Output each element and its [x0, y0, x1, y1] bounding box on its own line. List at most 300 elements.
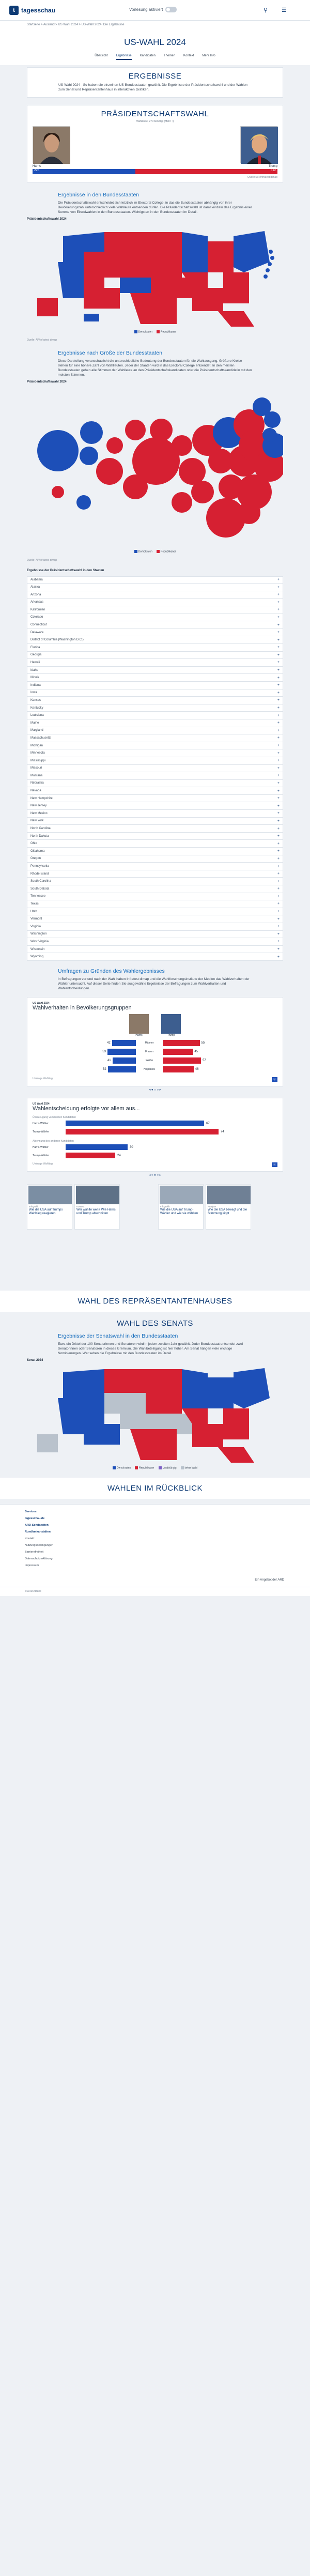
electoral-source: Quelle: AP/Infratest dimap — [27, 339, 57, 342]
expand-icon[interactable]: + — [277, 713, 280, 717]
bubble-section — [27, 342, 283, 561]
state-row[interactable] — [27, 787, 283, 795]
state-row[interactable] — [27, 855, 283, 863]
expand-icon[interactable]: + — [277, 751, 280, 755]
footer-brand — [0, 1575, 310, 1587]
tile-kicker: Infografik — [29, 1205, 39, 1208]
state-name: Kalifornien — [30, 608, 45, 611]
expand-icon[interactable]: + — [277, 902, 280, 906]
footer-link[interactable] — [0, 1542, 310, 1549]
legend-item: Republikaner — [135, 1466, 154, 1469]
related-tiles — [27, 1184, 283, 1287]
poll1-row-trump-value: 46 — [195, 1068, 199, 1071]
expand-icon[interactable]: + — [277, 766, 280, 770]
senate-section — [27, 1315, 283, 1469]
state-bubble[interactable] — [264, 411, 281, 428]
poll1-row-harris-value: 52 — [103, 1068, 106, 1071]
footer-link[interactable] — [0, 1549, 310, 1556]
state-row[interactable] — [27, 923, 283, 931]
expand-icon[interactable]: + — [277, 864, 280, 868]
state-bubble[interactable] — [76, 495, 91, 510]
legend-item: Demokraten — [134, 550, 152, 553]
senate-heading: Ergebnisse der Senatswahl in den Bundesstaaten — [58, 1332, 178, 1339]
state-row[interactable] — [27, 780, 283, 788]
tab-kontext[interactable]: Kontext — [183, 54, 194, 57]
state-row[interactable] — [27, 900, 283, 908]
state-name: North Dakota — [30, 834, 49, 838]
poll1-row-trump-value: 57 — [203, 1059, 206, 1063]
expand-icon[interactable]: + — [277, 683, 280, 687]
senate-legend — [27, 1466, 283, 1469]
state-row[interactable] — [27, 719, 283, 727]
footer-link[interactable] — [0, 1522, 310, 1529]
poll2-row-label: Trump-Wähler — [33, 1130, 49, 1133]
poll2-row-label: Harris-Wähler — [33, 1145, 49, 1149]
state-bubble[interactable] — [106, 437, 123, 454]
poll1-right — [163, 1049, 266, 1055]
state-bubble[interactable] — [37, 430, 79, 471]
state-name: Alaska — [30, 586, 40, 589]
state-name: Nebraska — [30, 781, 44, 785]
state-name: Iowa — [30, 691, 37, 695]
bubble-chart[interactable] — [27, 384, 283, 549]
state-row[interactable] — [27, 734, 283, 742]
harris-portrait — [33, 126, 70, 163]
state-name: New Mexico — [30, 811, 48, 815]
state-bubble[interactable] — [172, 435, 192, 456]
expand-icon[interactable]: + — [277, 615, 280, 619]
tab-mehr info[interactable]: Mehr Info — [202, 54, 215, 57]
expand-icon[interactable]: + — [277, 638, 280, 642]
state-row[interactable] — [27, 667, 283, 674]
poll2-value: 24 — [117, 1154, 121, 1157]
state-row[interactable] — [27, 818, 283, 825]
legend-item: Republikaner — [157, 550, 176, 553]
ts-logo-icon: t — [9, 6, 19, 15]
expand-icon[interactable]: + — [277, 841, 280, 846]
tile-image — [207, 1186, 251, 1204]
state-bubble[interactable] — [206, 498, 245, 538]
state-name: Wisconsin — [30, 947, 45, 951]
poll1-info-button[interactable]: ⓘ — [272, 1077, 277, 1082]
electoral-text: Die Präsidentschaftswahl entscheidet sich letztlich im Electoral College, in das die Bundesstaaten abhängig von ihrer Bevölkerungszahl unterschiedlich viele Wahlleute entsenden dürfen. Die Präsidentschaftswahl ist damit einzeln das Ergebnis einer Summe von Einzelwahlen in den Bundesstaaten. Wichtigsten in den Bundesstaaten im Detail. — [58, 201, 252, 214]
expand-icon[interactable]: + — [277, 819, 280, 823]
poll1-harris — [129, 1014, 149, 1037]
state-name: Louisiana — [30, 714, 44, 717]
expand-icon[interactable]: + — [277, 789, 280, 793]
state-row[interactable] — [27, 742, 283, 750]
expand-icon[interactable]: + — [277, 774, 280, 778]
legend-swatch — [157, 330, 160, 333]
state-row[interactable] — [27, 659, 283, 667]
state-name: Wyoming — [30, 955, 43, 959]
poll1-row — [33, 1048, 277, 1056]
poll2-bar — [66, 1153, 115, 1158]
state-bubble[interactable] — [262, 428, 277, 442]
state-row[interactable] — [27, 591, 283, 599]
related-tile[interactable] — [27, 1184, 72, 1230]
expand-icon[interactable]: + — [277, 872, 280, 876]
state-row[interactable] — [27, 885, 283, 893]
states-list — [27, 576, 283, 961]
poll1-row-trump-value: 55 — [201, 1041, 205, 1045]
state-row[interactable] — [27, 629, 283, 637]
tab-themen[interactable]: Themen — [164, 54, 176, 57]
poll2-bar — [66, 1121, 204, 1126]
expand-icon[interactable]: + — [277, 826, 280, 831]
expand-icon[interactable]: + — [277, 744, 280, 748]
poll1-right — [163, 1057, 266, 1064]
state-name: Virginia — [30, 925, 41, 928]
site-header — [0, 0, 310, 21]
legend-swatch — [134, 550, 137, 553]
expand-icon[interactable]: + — [277, 600, 280, 604]
poll1-right — [163, 1040, 266, 1046]
expand-icon[interactable]: + — [277, 887, 280, 891]
poll2-brand: US Wahl 2024 — [33, 1102, 50, 1106]
logo-text: tagesschau — [21, 7, 56, 14]
state-name: North Carolina — [30, 827, 51, 831]
expand-icon[interactable]: + — [277, 879, 280, 883]
senate-map[interactable] — [27, 1362, 283, 1465]
related-tile[interactable] — [206, 1184, 251, 1230]
state-name: New Jersey — [30, 804, 47, 808]
state-row[interactable] — [27, 757, 283, 765]
poll2-info-button[interactable]: ⓘ — [272, 1162, 277, 1167]
state-row[interactable] — [27, 833, 283, 840]
president-source: Quelle: AP/Infratest dimap — [247, 176, 277, 179]
read-aloud-toggle[interactable] — [129, 7, 177, 12]
state-row[interactable] — [27, 749, 283, 757]
expand-icon[interactable]: + — [277, 849, 280, 853]
toggle-label: Vorlesung aktiviert — [129, 7, 163, 12]
state-row[interactable] — [27, 946, 283, 954]
state-name: Illinois — [30, 676, 39, 680]
electoral-section — [27, 182, 283, 342]
state-name: Mississippi — [30, 759, 46, 762]
polls-heading: Umfragen zu Gründen des Wahlergebnisses — [58, 968, 165, 974]
poll2-row — [33, 1144, 277, 1151]
senate-text: Etwa ein Drittel der 100 Senatorinnen und Senatoren wird in jedem zweiten Jahr gewählt. Jeder Bundesstaat entsendet zwei Senatorinnen oder Senatoren in dieses Gremium. Die Wahlbeteiligung ist hier höher. Am Senat hängen viele wichtige Nominierungen. Wer sehen die Ergebnisse mit den Bundesstaaten im Detail. — [58, 1342, 243, 1355]
bubble-legend — [27, 550, 283, 553]
state-row[interactable] — [27, 636, 283, 644]
poll1-harris-bar — [113, 1057, 136, 1064]
poll2-bar — [66, 1129, 219, 1134]
senate-map-label: Senat 2024 — [27, 1358, 43, 1362]
poll1-trump-name: Trump — [167, 1033, 175, 1037]
state-name: Arizona — [30, 593, 41, 596]
expand-icon[interactable]: + — [277, 631, 280, 635]
state-row[interactable] — [27, 599, 283, 606]
poll1-row — [33, 1039, 277, 1048]
footer-link-text: Impressum — [25, 1564, 39, 1568]
expand-icon[interactable]: + — [277, 955, 280, 959]
tagesschau-logo[interactable] — [9, 6, 55, 15]
expand-icon[interactable]: + — [277, 721, 280, 725]
tile-image — [160, 1186, 203, 1204]
state-name: Georgia — [30, 653, 42, 657]
poll1-row-label: Männer — [145, 1041, 154, 1045]
bubble-map-label: Präsidentschaftswahl 2024 — [27, 380, 67, 384]
poll-card-motivation — [27, 1098, 283, 1172]
senate-title: WAHL DES SENATS — [117, 1318, 193, 1328]
state-name: South Carolina — [30, 880, 51, 883]
state-name: Missouri — [30, 766, 42, 770]
expand-icon[interactable]: + — [277, 947, 280, 952]
state-row[interactable] — [27, 712, 283, 719]
poll1-row-harris-value: 41 — [107, 1059, 111, 1063]
state-row[interactable] — [27, 697, 283, 704]
states-heading: Ergebnisse der Präsidentschaftswahl in den Staaten — [27, 569, 104, 572]
state-row[interactable] — [27, 584, 283, 591]
section-tabs — [0, 50, 310, 65]
bubble-heading: Ergebnisse nach Größe der Bundesstaaten — [58, 350, 162, 357]
poll1-source: Umfrage Wahltag — [33, 1077, 53, 1080]
state-row[interactable] — [27, 908, 283, 916]
state-row[interactable] — [27, 802, 283, 810]
state-row[interactable] — [27, 621, 283, 629]
expand-icon[interactable]: + — [277, 728, 280, 732]
tile-image — [28, 1186, 72, 1204]
state-name: Texas — [30, 902, 39, 906]
poll2-row — [33, 1152, 277, 1159]
map-label: Präsidentschaftswahl 2024 — [27, 218, 67, 221]
poll-carousel-dots[interactable]: ◂ ● ○ ○ ▸ — [149, 1088, 161, 1092]
president-subtitle: Wahlleute, 270 benötigt (Mehr ↑) — [136, 120, 174, 123]
site-footer — [0, 1504, 310, 1575]
poll2-bar — [66, 1144, 128, 1150]
electoral-bar — [33, 169, 277, 174]
review-section — [0, 1478, 310, 1499]
state-name: Hawaii — [30, 661, 40, 664]
expand-icon[interactable]: + — [277, 834, 280, 838]
tile-title: Wie die USA auf Trumps Wahlsieg reagieren — [29, 1208, 63, 1215]
state-bubble[interactable] — [172, 492, 192, 513]
state-name: Montana — [30, 774, 43, 777]
results-intro — [27, 67, 283, 98]
expand-icon[interactable]: + — [277, 910, 280, 914]
state-name: Colorado — [30, 616, 43, 619]
state-name: Nevada — [30, 789, 41, 793]
state-row[interactable] — [27, 772, 283, 780]
trump-bar: 312 — [135, 169, 277, 174]
state-bubble[interactable] — [96, 458, 123, 485]
poll1-row-trump-value: 45 — [194, 1050, 198, 1054]
state-name: Vermont — [30, 917, 42, 921]
state-bubble[interactable] — [52, 486, 64, 498]
poll2-carousel-dots[interactable]: ◂ ○ ● ○ ▸ — [149, 1173, 161, 1177]
legend-item: Unabhängig — [159, 1466, 177, 1469]
harris-name: Harris — [33, 165, 41, 168]
legend-item: Demokraten — [134, 330, 152, 333]
related-tile[interactable] — [74, 1184, 120, 1230]
expand-icon[interactable]: + — [277, 736, 280, 740]
state-name: Idaho — [30, 668, 39, 672]
expand-icon[interactable]: + — [277, 811, 280, 816]
expand-icon[interactable]: + — [277, 608, 280, 612]
state-row[interactable] — [27, 727, 283, 735]
breadcrumb[interactable]: Startseite > Ausland > US Wahl 2024 > US-Wahl 2024: Die Ergebnisse — [0, 21, 310, 30]
state-name: Maine — [30, 721, 39, 725]
footer-link-text: tagesschau.de — [25, 1517, 45, 1521]
legend-item: Demokraten — [113, 1466, 131, 1469]
state-row[interactable] — [27, 840, 283, 848]
expand-icon[interactable]: + — [277, 932, 280, 936]
state-row[interactable] — [27, 606, 283, 614]
expand-icon[interactable]: + — [277, 585, 280, 589]
tile-title: Wer wählte wen? Wie Harris und Trump abschnitten — [76, 1208, 116, 1215]
legend-swatch — [135, 1466, 138, 1469]
footer-link-text: Barrierefreiheit — [25, 1551, 44, 1554]
poll2-group1: Überzeugung vom besten Kandidaten — [33, 1115, 76, 1119]
expand-icon[interactable]: + — [277, 706, 280, 710]
expand-icon[interactable]: + — [277, 925, 280, 929]
poll1-left — [33, 1040, 136, 1046]
expand-icon[interactable]: + — [277, 623, 280, 627]
tile-kicker: Infografik — [160, 1205, 170, 1208]
state-row[interactable] — [27, 614, 283, 622]
president-title: PRÄSIDENTSCHAFTSWAHL — [101, 110, 209, 118]
state-row[interactable] — [27, 863, 283, 870]
state-name: Kentucky — [30, 706, 43, 710]
state-bubble[interactable] — [150, 419, 173, 441]
state-row[interactable] — [27, 644, 283, 652]
tab-ergebnisse[interactable]: Ergebnisse — [116, 53, 132, 60]
expand-icon[interactable]: + — [277, 856, 280, 861]
expand-icon[interactable]: + — [277, 698, 280, 702]
menu-icon[interactable]: ☰ — [282, 7, 287, 13]
footer-link-text: Rundfunkanstalten — [25, 1530, 51, 1534]
legend-swatch — [134, 330, 137, 333]
state-row[interactable] — [27, 682, 283, 689]
state-bubble[interactable] — [80, 447, 98, 465]
tile-kicker: Kontext — [76, 1205, 85, 1208]
expand-icon[interactable]: + — [277, 676, 280, 680]
state-name: Arkansas — [30, 601, 44, 604]
expand-icon[interactable]: + — [277, 894, 280, 898]
poll2-row — [33, 1128, 277, 1136]
us-electoral-map[interactable] — [27, 221, 283, 329]
footer-link-text: Kontakt — [25, 1537, 35, 1541]
state-row[interactable] — [27, 915, 283, 923]
expand-icon[interactable]: + — [277, 917, 280, 921]
expand-icon[interactable]: + — [277, 653, 280, 657]
state-bubble[interactable] — [191, 481, 214, 503]
page-title: US-WAHL 2024 — [0, 30, 310, 50]
poll-card-demographics — [27, 997, 283, 1086]
state-name: Kansas — [30, 698, 41, 702]
state-row[interactable] — [27, 878, 283, 885]
house-section — [0, 1291, 310, 1312]
state-name: Indiana — [30, 683, 41, 687]
state-row[interactable] — [27, 810, 283, 818]
expand-icon[interactable]: + — [277, 781, 280, 785]
poll1-harris-bar — [107, 1049, 136, 1055]
state-row[interactable] — [27, 576, 283, 584]
state-bubble[interactable] — [125, 420, 146, 440]
expand-icon[interactable]: + — [277, 578, 280, 582]
toggle-switch[interactable] — [165, 7, 177, 12]
president-widget — [27, 105, 283, 182]
poll1-left — [33, 1066, 136, 1072]
footer-link[interactable] — [0, 1556, 310, 1562]
state-row[interactable] — [27, 953, 283, 961]
state-row[interactable] — [27, 870, 283, 878]
state-name: Oregon — [30, 857, 41, 861]
state-row[interactable] — [27, 938, 283, 946]
expand-icon[interactable]: + — [277, 804, 280, 808]
expand-icon[interactable]: + — [277, 593, 280, 597]
legend-swatch — [113, 1466, 116, 1469]
poll1-title: Wahlverhalten in Bevölkerungsgruppen — [33, 1004, 132, 1011]
expand-icon[interactable]: + — [277, 759, 280, 763]
state-row[interactable] — [27, 652, 283, 660]
footer-link-text: Nutzungsbedingungen — [25, 1544, 54, 1547]
search-icon[interactable]: ⚲ — [264, 7, 268, 13]
state-row[interactable] — [27, 825, 283, 833]
poll1-left — [33, 1057, 136, 1064]
footer-link-text: Services — [25, 1510, 37, 1514]
poll1-harris-bar — [112, 1040, 136, 1046]
state-name: Michigan — [30, 744, 43, 747]
tab-übersicht[interactable]: Übersicht — [95, 54, 108, 57]
poll1-trump-bar — [163, 1040, 200, 1046]
footer-link[interactable] — [0, 1515, 310, 1522]
state-row[interactable] — [27, 689, 283, 697]
poll2-row-label: Trump-Wähler — [33, 1154, 49, 1157]
expand-icon[interactable]: + — [277, 940, 280, 944]
footer-link[interactable] — [0, 1562, 310, 1569]
footer-link[interactable] — [0, 1529, 310, 1536]
poll1-row-harris-value: 53 — [102, 1050, 106, 1054]
bubble-source: Quelle: AP/Infratest dimap — [27, 558, 57, 562]
related-tile[interactable] — [158, 1184, 204, 1230]
tile-title: Wie die USA bewegt und die Stimmung kippt — [208, 1208, 247, 1215]
poll1-trump-bar — [163, 1066, 194, 1072]
state-row[interactable] — [27, 848, 283, 855]
state-row[interactable] — [27, 931, 283, 939]
state-row[interactable] — [27, 795, 283, 803]
state-bubble[interactable] — [80, 421, 103, 444]
state-row[interactable] — [27, 704, 283, 712]
tile-kicker: Analyse — [208, 1205, 216, 1208]
poll1-left — [33, 1049, 136, 1055]
expand-icon[interactable]: + — [277, 668, 280, 672]
state-row[interactable] — [27, 765, 283, 773]
footer-link[interactable] — [0, 1509, 310, 1515]
results-text: US-Wahl 2024 - So haben die einzelnen US-Bundesstaaten gewählt. Die Ergebnisse der Präsidentschaftswahl und der Wahlen zum Senat und Repräsentantenhaus in interaktiven Grafiken. — [58, 83, 247, 91]
poll2-row — [33, 1120, 277, 1127]
expand-icon[interactable]: + — [277, 661, 280, 665]
polls-text: In Befragungen vor und nach der Wahl haben Infratest dimap und die Wahlforschungsinstitute der Medien das Wahlverhalten der Wähler untersucht. Auf dieser Seite finden Sie ausgewählte Ergebnisse der Befragungen zum Wahlverhalten und Wahlentscheidungen. — [58, 977, 250, 990]
footer-link[interactable] — [0, 1536, 310, 1542]
expand-icon[interactable]: + — [277, 796, 280, 801]
poll1-trump — [161, 1014, 181, 1037]
poll1-row-harris-value: 42 — [107, 1041, 111, 1045]
state-name: Ohio — [30, 842, 37, 846]
poll2-title: Wahlentscheidung erfolgte vor allem aus... — [33, 1105, 140, 1112]
poll1-row — [33, 1065, 277, 1074]
tab-kandidaten[interactable]: Kandidaten — [140, 54, 156, 57]
expand-icon[interactable]: + — [277, 646, 280, 650]
state-row[interactable] — [27, 893, 283, 901]
expand-icon[interactable]: + — [277, 691, 280, 695]
ard-brand[interactable]: Ein Angebot der ARD — [255, 1578, 284, 1582]
legend-swatch — [157, 550, 160, 553]
state-row[interactable] — [27, 674, 283, 682]
footer-link-text: Datenschutzerklärung — [25, 1557, 53, 1561]
house-title: WAHL DES REPRÄSENTANTENHAUSES — [78, 1296, 233, 1306]
